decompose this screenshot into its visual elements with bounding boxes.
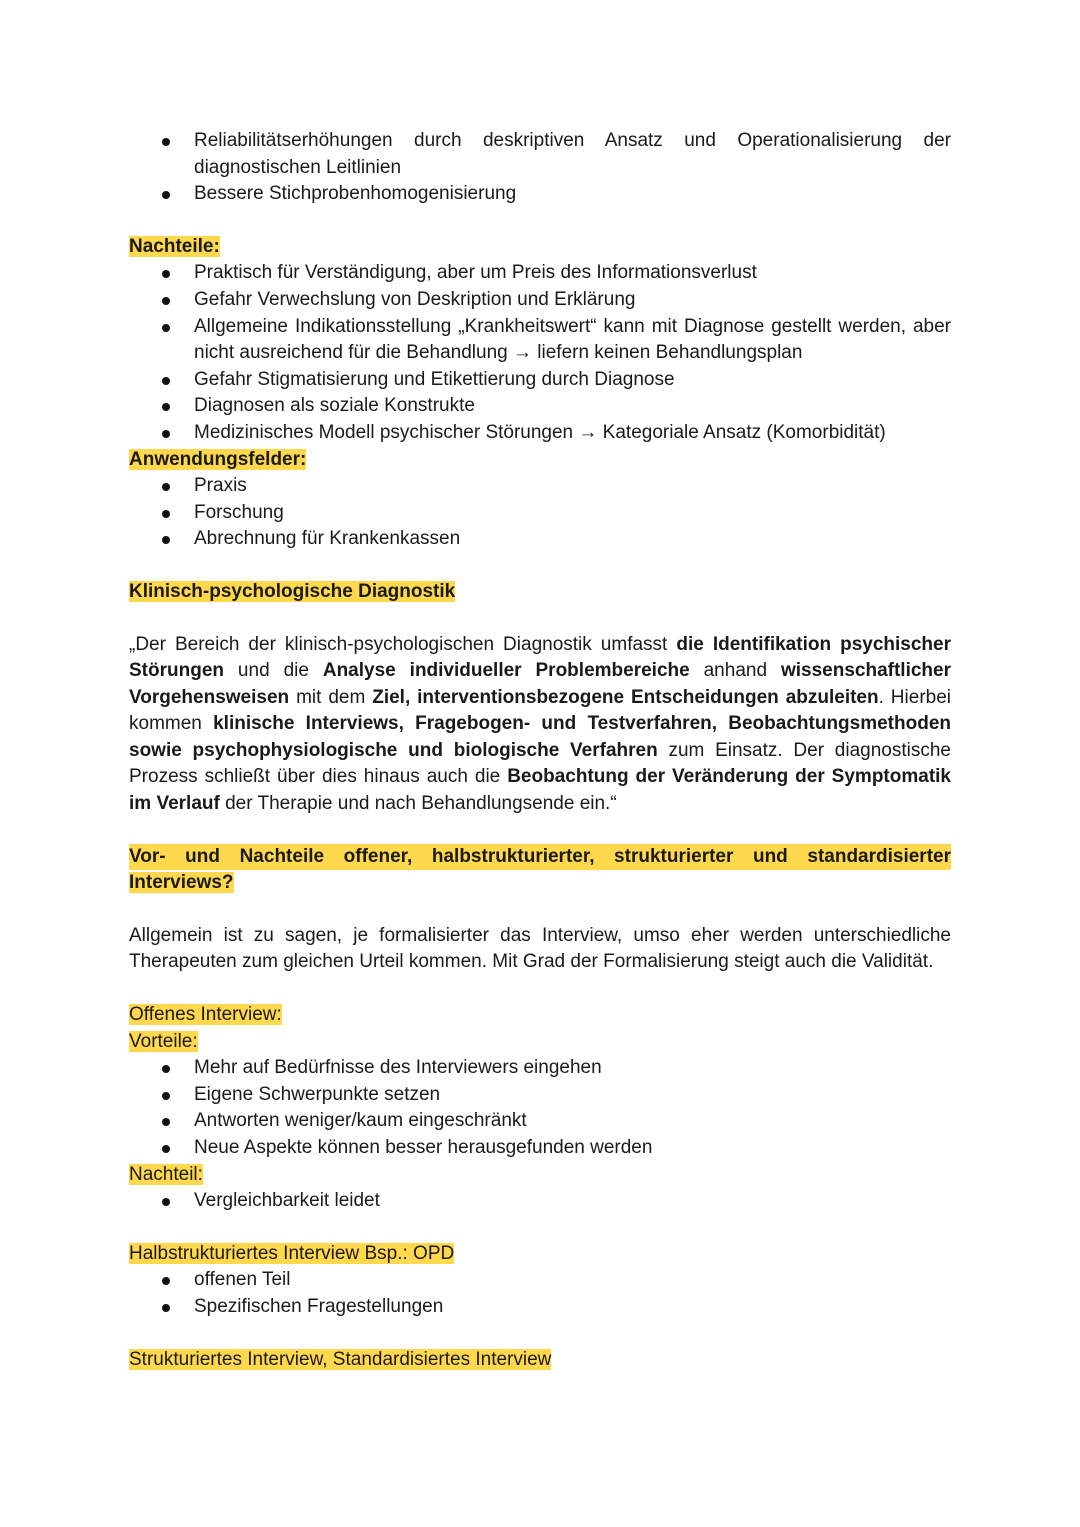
list-item: Reliabilitätserhöhungen durch deskriptiven Ansatz und Operationalisierung der diagnostischen Leitlinien: [129, 128, 951, 181]
list-item: Mehr auf Bedürfnisse des Interviewers eingehen: [129, 1055, 951, 1082]
list-item: Gefahr Stigmatisierung und Etikettierung durch Diagnose: [129, 367, 951, 394]
list-item: Gefahr Verwechslung von Deskription und Erklärung: [129, 287, 951, 314]
list-item: Spezifischen Fragestellungen: [129, 1294, 951, 1321]
offenes-heading: Offenes Interview:: [129, 1004, 282, 1026]
nachteile-list: [129, 260, 951, 446]
vor-nachteile-paragraph: Allgemein ist zu sagen, je formalisierter das Interview, umso eher werden unterschiedliche Therapeuten zum gleichen Urteil kommen. Mit Grad der Formalisierung steigt auch die Validität.: [129, 924, 951, 973]
list-item: Eigene Schwerpunkte setzen: [129, 1082, 951, 1109]
document-page: [129, 128, 951, 1373]
klinisch-quote: „Der Bereich der klinisch-psychologischen Diagnostik umfasst die Identifikation psychischer Störungen und die Analyse individueller Problembereiche anhand wissenschaftlicher Vorgehensweisen mit dem Ziel, interventionsbezogene Entscheidungen abzuleiten. Hierbei kommen klinische Interviews, Fragebogen- und Testverfahren, Beobachtungsmethoden sowie psychophysiologische und biologische Verfahren zum Einsatz. Der diagnostische Prozess schließt über dies hinaus auch die Beobachtung der Veränderung der Symptomatik im Verlauf der Therapie und nach Behandlungsende ein.“: [129, 633, 952, 815]
list-item: Forschung: [129, 500, 951, 527]
nachteil-list: [129, 1188, 951, 1215]
vor-nachteile-heading: Vor- und Nachteile offener, halbstrukturierter, strukturierter und standardisierter Interviews?: [129, 845, 951, 894]
list-item: Bessere Stichprobenhomogenisierung: [129, 181, 951, 208]
list-item: Neue Aspekte können besser herausgefunden werden: [129, 1135, 951, 1162]
list-item: Allgemeine Indikationsstellung „Krankheitswert“ kann mit Diagnose gestellt werden, aber nicht ausreichend für die Behandlung → liefern keinen Behandlungsplan: [129, 314, 951, 367]
list-item: offenen Teil: [129, 1267, 951, 1294]
anwendungsfelder-list: [129, 473, 951, 553]
list-item: Antworten weniger/kaum eingeschränkt: [129, 1108, 951, 1135]
anwendungsfelder-heading: Anwendungsfelder:: [129, 448, 307, 470]
klinisch-heading: Klinisch-psychologische Diagnostik: [129, 580, 456, 602]
strukturiert-heading: Strukturiertes Interview, Standardisiertes Interview: [129, 1348, 552, 1370]
list-item: Praktisch für Verständigung, aber um Preis des Informationsverlust: [129, 260, 951, 287]
intro-list: [129, 128, 951, 208]
list-item: Diagnosen als soziale Konstrukte: [129, 393, 951, 420]
list-item: Medizinisches Modell psychischer Störungen → Kategoriale Ansatz (Komorbidität): [129, 420, 951, 447]
vorteile-heading: Vorteile:: [129, 1030, 198, 1052]
nachteile-heading: Nachteile:: [129, 235, 220, 257]
nachteil-heading: Nachteil:: [129, 1163, 203, 1185]
halbstrukturiert-heading: Halbstrukturiertes Interview Bsp.: OPD: [129, 1242, 455, 1264]
list-item: Vergleichbarkeit leidet: [129, 1188, 951, 1215]
list-item: Praxis: [129, 473, 951, 500]
vorteile-list: [129, 1055, 951, 1161]
list-item: Abrechnung für Krankenkassen: [129, 526, 951, 553]
halbstrukturiert-list: [129, 1267, 951, 1320]
